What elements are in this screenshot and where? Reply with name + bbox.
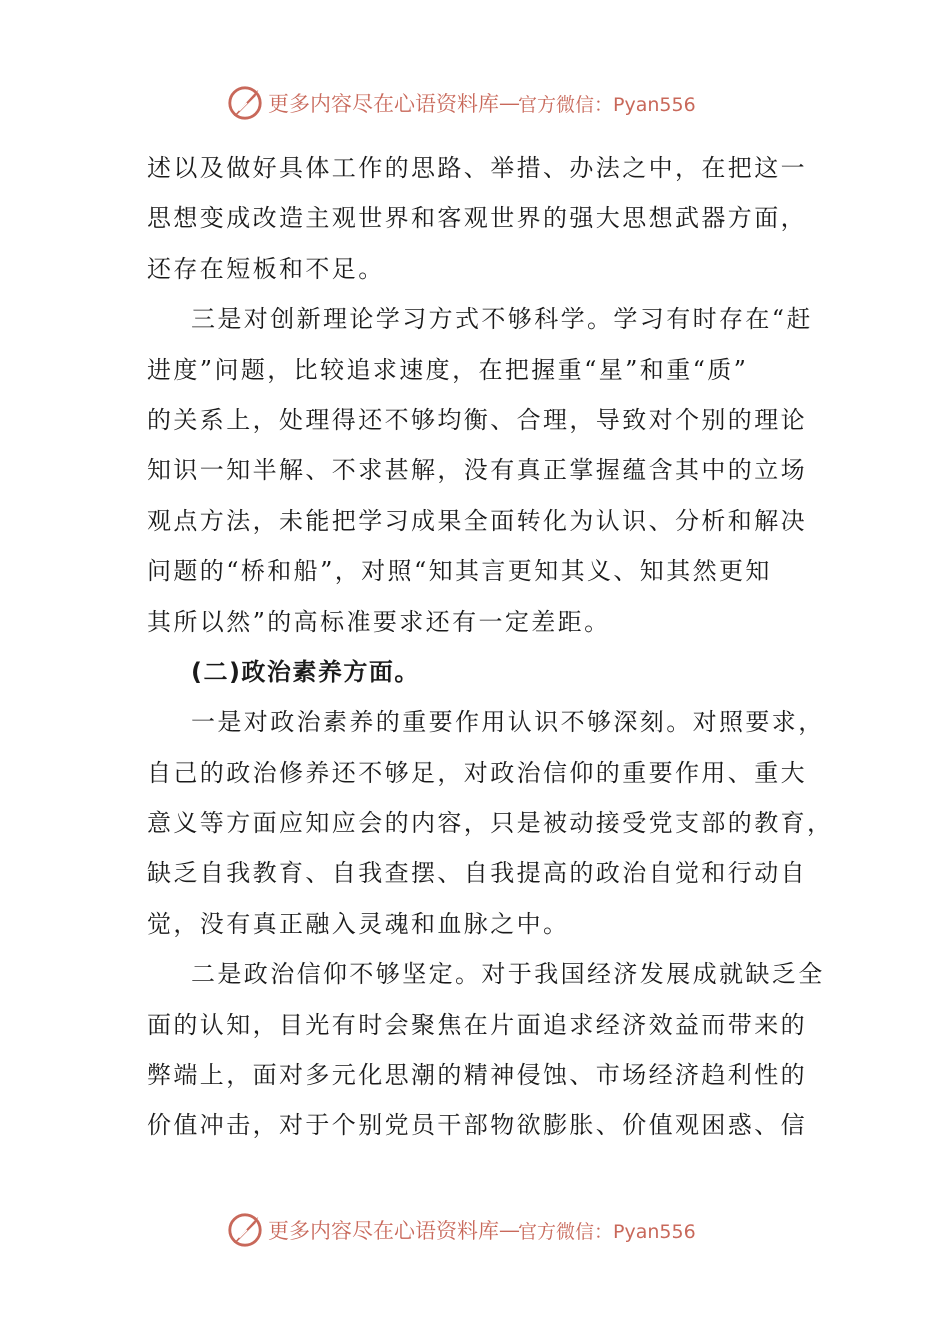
text-line: 缺乏自我教育、自我查摆、自我提高的政治自觉和行动自 — [147, 859, 807, 888]
paragraph-point-one — [147, 697, 834, 949]
watermark-wechat: 官方微信：Pyan556 — [518, 1220, 696, 1243]
watermark-wechat: 官方微信：Pyan556 — [518, 93, 696, 116]
text-line: 述以及做好具体工作的思路、举措、办法之中，在把这一 — [147, 154, 807, 182]
watermark-brand: 更多内容尽在心语资料库 — [268, 92, 499, 116]
paragraph-continuation — [147, 143, 807, 294]
text-line: 其所以然”的高标准要求还有一定差距。 — [147, 607, 611, 636]
text-line: 三是对创新理论学习方式不够科学。学习有时存在“赶 — [191, 305, 813, 334]
text-line: 还存在短板和不足。 — [147, 254, 385, 283]
document-body — [147, 143, 834, 1151]
text-line: 问题的“桥和船”，对照“知其言更知其义、知其然更知 — [147, 557, 772, 586]
text-line: 思想变成改造主观世界和客观世界的强大思想武器方面， — [147, 204, 807, 233]
quill-pen-logo-icon — [226, 1211, 264, 1249]
text-line: 自己的政治修养还不够足，对政治信仰的重要作用、重大 — [147, 758, 807, 787]
text-line: 一是对政治素养的重要作用认识不够深刻。对照要求， — [191, 708, 825, 737]
text-line: 进度”问题，比较追求速度，在把握重“星”和重“质” — [147, 355, 749, 384]
text-line: 觉，没有真正融入灵魂和血脉之中。 — [147, 909, 570, 938]
watermark-brand: 更多内容尽在心语资料库 — [268, 1219, 499, 1243]
text-line: 意义等方面应知应会的内容，只是被动接受党支部的教育， — [147, 809, 834, 838]
text-line: 弊端上，面对多元化思潮的精神侵蚀、市场经济趋利性的 — [147, 1061, 807, 1090]
section-heading: (二)政治素养方面。 — [191, 657, 420, 686]
text-line: 知识一知半解、不求甚解，没有真正掌握蕴含其中的立场 — [147, 456, 807, 485]
text-line: 的关系上，处理得还不够均衡、合理，导致对个别的理论 — [147, 405, 807, 434]
text-line: 价值冲击，对于个别党员干部物欲膨胀、价值观困惑、信 — [147, 1111, 807, 1140]
paragraph-point-three — [147, 294, 813, 647]
paragraph-point-two — [147, 949, 825, 1151]
watermark-separator: — — [499, 91, 518, 115]
text-line: 面的认知，目光有时会聚焦在片面追求经济效益而带来的 — [147, 1010, 807, 1039]
text-line: 观点方法，未能把学习成果全面转化为认识、分析和解决 — [147, 506, 807, 535]
footer-watermark — [226, 1210, 696, 1250]
text-line: 二是政治信仰不够坚定。对于我国经济发展成就缺乏全 — [191, 960, 825, 989]
header-watermark — [226, 83, 696, 123]
watermark-separator: — — [499, 1218, 518, 1242]
quill-pen-logo-icon — [226, 84, 264, 122]
